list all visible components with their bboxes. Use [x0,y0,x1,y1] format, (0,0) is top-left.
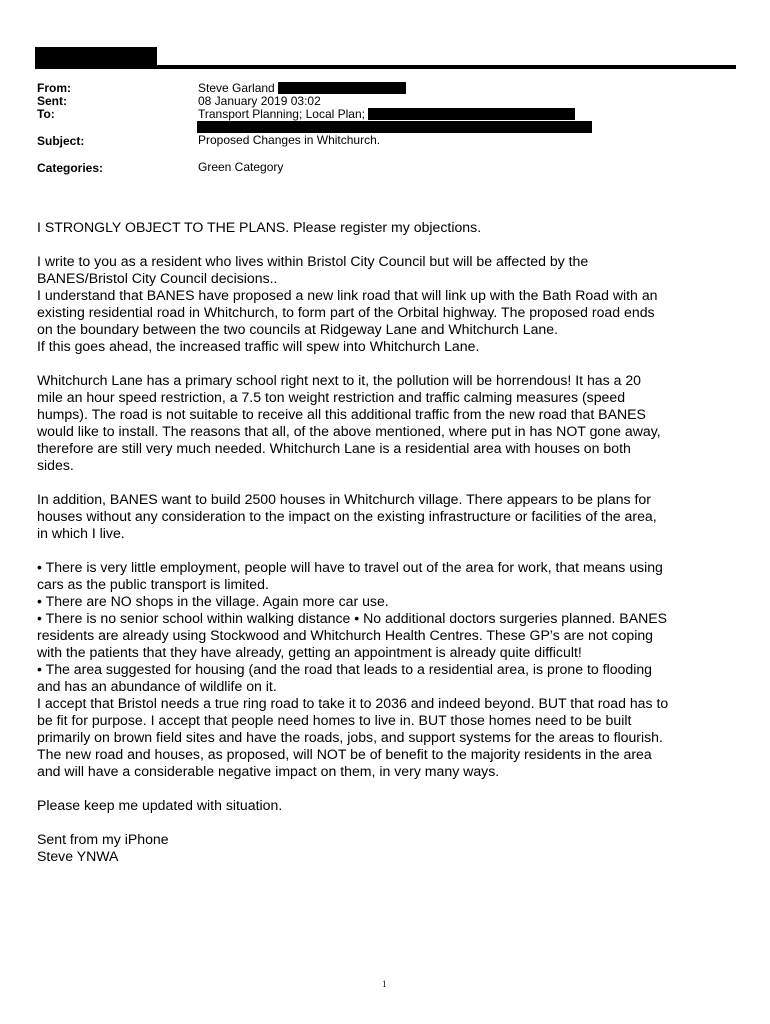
from-label: From: [37,81,71,95]
redacted-email [278,82,406,94]
email-body [37,219,737,882]
body-line: • There are NO shops in the village. Again more car use. [37,593,389,609]
to-recipients: Transport Planning; Local Plan; [198,107,365,121]
body-paragraph [37,372,737,474]
body-line: houses without any consideration to the impact on the existing infrastructure or facilities of the area, [37,508,657,524]
redacted-recipient-line [197,121,592,133]
body-line: Steve YNWA [37,848,119,864]
redacted-sender-name-block [35,47,157,67]
body-line: I write to you as a resident who lives within Bristol City Council but will be affected by the [37,253,589,269]
body-line: • There is no senior school within walking distance • No additional doctors surgeries planned. BANES [37,610,668,626]
body-line: If this goes ahead, the increased traffic will spew into Whitchurch Lane. [37,338,480,354]
page-number: 1 [382,979,387,989]
to-label: To: [37,107,55,121]
body-line: and will have a considerable negative impact on them, in very many ways. [37,763,500,779]
body-paragraph [37,559,737,780]
body-line: humps). The road is not suitable to receive all this additional traffic from the new road that BANES [37,406,646,422]
body-line: would like to install. The reasons that all, of the above mentioned, where put in has NOT gone away, [37,423,661,439]
body-line: In addition, BANES want to build 2500 houses in Whitchurch village. There appears to be plans for [37,491,651,507]
body-line: Whitchurch Lane has a primary school right next to it, the pollution will be horrendous! It has a 20 [37,372,642,388]
to-value [198,108,575,121]
body-paragraph [37,219,737,236]
body-line: • There is very little employment, people will have to travel out of the area for work, that means using [37,559,663,575]
body-line: I STRONGLY OBJECT TO THE PLANS. Please register my objections. [37,219,482,235]
sent-value: 08 January 2019 03:02 [198,94,321,108]
header-rule [35,65,736,69]
body-paragraph [37,797,737,814]
body-paragraph [37,831,737,865]
body-line: existing residential road in Whitchurch, to form part of the Orbital highway. The proposed road ends [37,304,655,320]
body-line: on the boundary between the two councils at Ridgeway Lane and Whitchurch Lane. [37,321,559,337]
body-line: therefore are still very much needed. Whitchurch Lane is a residential area with houses on both [37,440,631,456]
body-line: primarily on brown field sites and have the roads, jobs, and support systems for the areas to flourish. [37,729,663,745]
body-line: Please keep me updated with situation. [37,797,283,813]
body-line: cars as the public transport is limited. [37,576,269,592]
categories-value: Green Category [198,160,284,174]
categories-label: Categories: [37,161,104,175]
body-line: residents are already using Stockwood and Whitchurch Health Centres. These GP’s are not coping [37,627,654,643]
body-paragraph [37,253,737,355]
subject-label: Subject: [37,134,85,148]
body-line: with the patients that they have already, getting an appointment is already quite difficult! [37,644,582,660]
body-line: and has an abundance of wildlife on it. [37,678,277,694]
body-line: • The area suggested for housing (and the road that leads to a residential area, is prone to flooding [37,661,653,677]
body-line: I understand that BANES have proposed a new link road that will link up with the Bath Road with an [37,287,658,303]
body-line: Sent from my iPhone [37,831,169,847]
subject-value: Proposed Changes in Whitchurch. [198,133,381,147]
body-line: I accept that Bristol needs a true ring road to take it to 2036 and indeed beyond. BUT that road has to [37,695,669,711]
body-line: BANES/Bristol City Council decisions.. [37,270,278,286]
body-line: mile an hour speed restriction, a 7.5 ton weight restriction and traffic calming measures (speed [37,389,626,405]
body-line: The new road and houses, as proposed, will NOT be of benefit to the majority residents in the area [37,746,652,762]
redacted-recipient [368,108,575,120]
sent-label: Sent: [37,94,67,108]
body-line: sides. [37,457,74,473]
body-line: in which I live. [37,525,125,541]
body-line: be fit for purpose. I accept that people need homes to live in. BUT those homes need to be built [37,712,632,728]
body-paragraph [37,491,737,542]
from-name: Steve Garland [198,81,275,95]
